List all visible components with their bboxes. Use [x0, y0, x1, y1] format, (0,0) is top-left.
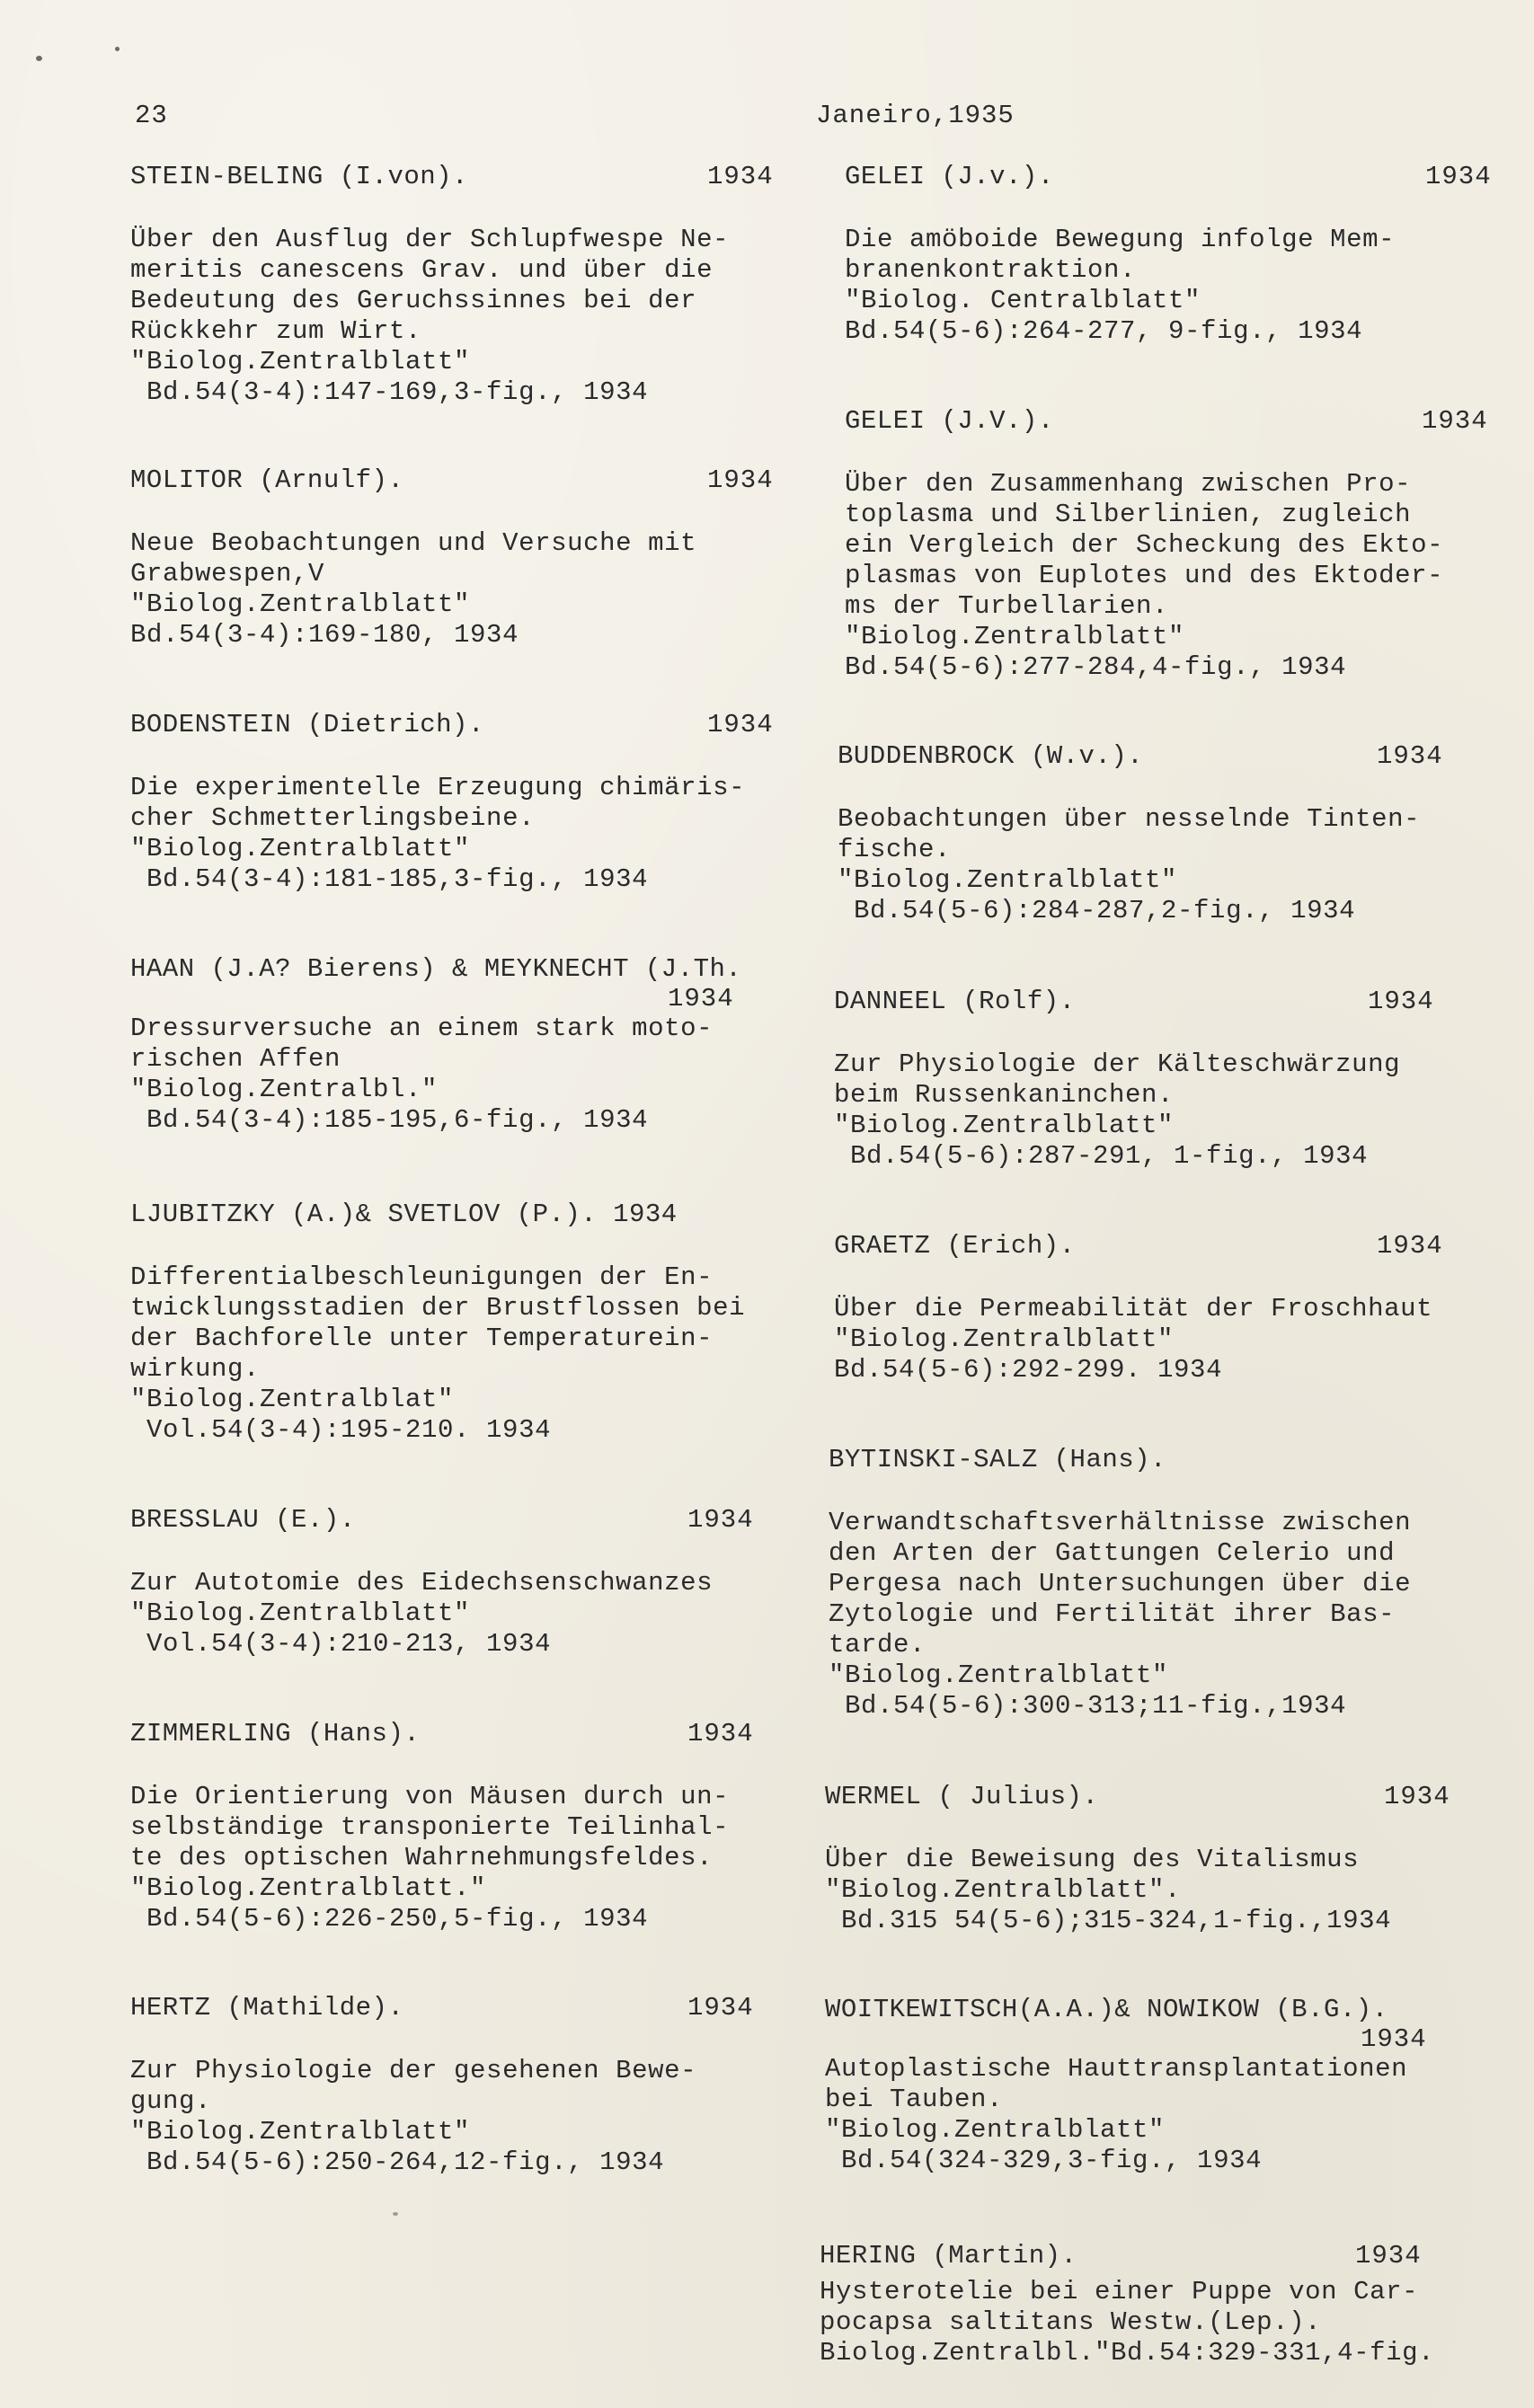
ink-speck — [36, 56, 42, 61]
entry-title-line: Beobachtungen über nesselnde Tinten- — [838, 804, 1421, 834]
entry-reference: Bd.54(3-4):185-195,6-fig., 1934 — [146, 1105, 649, 1135]
entry-author: DANNEEL (Rolf). — [834, 987, 1076, 1016]
entry-year: 1934 — [707, 710, 774, 739]
bibliography-entry — [130, 465, 813, 651]
entry-title-line: Neue Beobachtungen und Versuche mit — [130, 528, 697, 558]
entry-journal: "Biolog.Zentralblatt" — [838, 865, 1178, 895]
entry-author: ZIMMERLING (Hans). — [130, 1719, 421, 1748]
bibliography-entry — [130, 954, 813, 1136]
entry-reference: Bd.54(3-4):181-185,3-fig., 1934 — [146, 864, 649, 894]
entry-title-line: Autoplastische Hauttransplantationen — [825, 2054, 1408, 2084]
entry-journal: "Biolog.Zentralblatt" — [130, 2117, 471, 2147]
entry-reference: Bd.54(5-6):284-287,2-fig., 1934 — [854, 896, 1356, 925]
entry-title-line: Hysterotelie bei einer Puppe von Car- — [820, 2277, 1419, 2306]
entry-year: 1934 — [687, 1505, 754, 1535]
entry-title-line: meritis canescens Grav. und über die — [130, 255, 714, 285]
entry-title-line: Bedeutung des Geruchssinnes bei der — [130, 286, 697, 315]
entry-title-line: den Arten der Gattungen Celerio und — [829, 1538, 1396, 1568]
entry-author: GRAETZ (Erich). — [834, 1231, 1076, 1261]
entry-title-line: Differentialbeschleunigungen der En- — [130, 1262, 714, 1292]
entry-title-line: Biolog.Zentralbl."Bd.54:329-331,4-fig. — [820, 2338, 1435, 2368]
entry-title-line: Rückkehr zum Wirt. — [130, 316, 422, 346]
entry-year: 1934 — [687, 1993, 754, 2023]
entry-journal: "Biolog.Zentralblatt" — [130, 834, 471, 863]
bibliography-entry — [130, 1505, 813, 1660]
entry-title-line: cher Schmetterlingsbeine. — [130, 803, 536, 833]
entry-reference: Bd.54(3-4):147-169,3-fig., 1934 — [146, 377, 649, 407]
entry-title-line: te des optischen Wahrnehmungsfeldes. — [130, 1843, 714, 1872]
entry-title-line: selbständige transponierte Teilinhal- — [130, 1812, 730, 1842]
entry-journal: "Biolog.Zentralblatt" — [834, 1111, 1175, 1140]
entry-title-line: branenkontraktion. — [845, 255, 1137, 285]
bibliography-entry — [829, 1445, 1512, 1722]
entry-title-line: wirkung. — [130, 1354, 261, 1384]
bibliography-entry — [834, 987, 1517, 1172]
entry-title-line: Zur Autotomie des Eidechsenschwanzes — [130, 1568, 714, 1598]
entry-title-line: der Bachforelle unter Temperaturein- — [130, 1324, 714, 1353]
entry-title-line: toplasma und Silberlinien, zugleich — [845, 500, 1412, 529]
ink-speck — [115, 47, 120, 51]
entry-journal: "Biolog.Zentralblatt" — [130, 589, 471, 619]
entry-reference: Vol.54(3-4):195-210. 1934 — [146, 1415, 552, 1445]
bibliography-entry — [845, 162, 1528, 347]
entry-author: HAAN (J.A? Bierens) & MEYKNECHT (J.Th. — [130, 954, 742, 984]
page-date: Janeiro,1935 — [816, 101, 1015, 130]
entry-year: 1934 — [1368, 987, 1434, 1016]
bibliography-entry — [845, 406, 1528, 683]
ink-speck — [393, 2212, 398, 2216]
entry-reference: Bd.54(5-6):250-264,12-fig., 1934 — [146, 2147, 665, 2177]
entry-author: BODENSTEIN (Dietrich). — [130, 710, 484, 739]
entry-journal: "Biolog.Zentralblat" — [130, 1385, 455, 1414]
entry-title-line: Über die Permeabilität der Froschhaut — [834, 1294, 1433, 1324]
entry-journal: "Biolog. Centralblatt" — [845, 286, 1201, 315]
entry-journal: "Biolog.Zentralblatt" — [130, 1598, 471, 1628]
entry-year: 1934 — [1384, 1782, 1450, 1811]
entry-author: STEIN-BELING (I.von). — [130, 162, 468, 191]
entry-title-line: Zur Physiologie der Kälteschwärzung — [834, 1049, 1401, 1079]
entry-title-line: Verwandtschaftsverhältnisse zwischen — [829, 1508, 1412, 1537]
entry-title-line: bei Tauben. — [825, 2085, 1004, 2114]
entry-title-line: Über den Zusammenhang zwischen Pro- — [845, 469, 1412, 499]
entry-title-line: beim Russenkaninchen. — [834, 1080, 1175, 1110]
bibliography-entry — [820, 2241, 1503, 2368]
bibliography-entry — [130, 162, 813, 408]
entry-title-line: plasmas von Euplotes und des Ektoder- — [845, 561, 1444, 590]
entry-title-line: Die amöboide Bewegung infolge Mem- — [845, 225, 1396, 254]
entry-reference: Bd.54(5-6):226-250,5-fig., 1934 — [146, 1904, 649, 1934]
bibliography-entry — [130, 710, 813, 895]
bibliography-entry — [834, 1231, 1517, 1385]
entry-year: 1934 — [1355, 2241, 1422, 2271]
entry-title-line: Dressurversuche an einem stark moto- — [130, 1014, 714, 1043]
entry-title-line: pocapsa saltitans Westw.(Lep.). — [820, 2307, 1322, 2337]
entry-reference: Bd.54(5-6):264-277, 9-fig., 1934 — [845, 316, 1363, 346]
entry-author: HERING (Martin). — [820, 2241, 1077, 2271]
entry-title-line: Zur Physiologie der gesehenen Bewe- — [130, 2056, 697, 2085]
entry-title-line: Die Orientierung von Mäusen durch un- — [130, 1782, 730, 1811]
entry-reference: Bd.54(5-6):300-313;11-fig.,1934 — [845, 1691, 1347, 1721]
entry-title-line: twicklungsstadien der Brustflossen bei — [130, 1293, 746, 1323]
entry-journal: "Biolog.Zentralblatt" — [834, 1324, 1175, 1354]
entry-title-line: Pergesa nach Untersuchungen über die — [829, 1569, 1412, 1598]
page-number: 23 — [135, 101, 168, 130]
entry-year: 1934 — [1377, 1231, 1443, 1261]
entry-year: 1934 — [1377, 741, 1443, 771]
entry-title-line: Zytologie und Fertilität ihrer Bas- — [829, 1599, 1396, 1629]
entry-title-line: ms der Turbellarien. — [845, 591, 1169, 621]
entry-journal: "Biolog.Zentralblatt" — [825, 2115, 1166, 2145]
entry-reference: Bd.54(5-6):287-291, 1-fig., 1934 — [850, 1141, 1369, 1171]
bibliography-entry — [825, 1995, 1508, 2176]
entry-title-line: gung. — [130, 2086, 212, 2116]
entry-title-line: fische. — [838, 835, 952, 864]
entry-journal: "Biolog.Zentralblatt" — [845, 622, 1185, 651]
entry-author: WERMEL ( Julius). — [825, 1782, 1099, 1811]
bibliography-entry — [130, 1993, 813, 2178]
entry-journal: "Biolog.Zentralblatt". — [825, 1875, 1182, 1905]
entry-author: GELEI (J.V.). — [845, 406, 1054, 436]
entry-year: 1934 — [687, 1719, 754, 1748]
entry-year: 1934 — [1425, 162, 1492, 191]
entry-title-line: Die experimentelle Erzeugung chimäris- — [130, 773, 746, 802]
entry-year: 1934 — [1422, 406, 1488, 436]
entry-journal: "Biolog.Zentralblatt" — [829, 1660, 1169, 1690]
entry-title-line: Grabwespen,V — [130, 559, 325, 589]
entry-reference: Bd.54(3-4):169-180, 1934 — [130, 620, 519, 650]
entry-author: WOITKEWITSCH(A.A.)& NOWIKOW (B.G.). — [825, 1995, 1388, 2024]
entry-author: BUDDENBROCK (W.v.). — [838, 741, 1144, 771]
entry-reference: Vol.54(3-4):210-213, 1934 — [146, 1629, 552, 1659]
entry-year: 1934 — [668, 984, 734, 1014]
entry-title-line: Über den Ausflug der Schlupfwespe Ne- — [130, 225, 730, 254]
entry-title-line: tarde. — [829, 1630, 927, 1660]
entry-year: 1934 — [707, 465, 774, 495]
entry-reference: Bd.54(5-6):292-299. 1934 — [834, 1355, 1223, 1385]
entry-reference: Bd.315 54(5-6);315-324,1-fig.,1934 — [841, 1906, 1392, 1935]
entry-reference: Bd.54(324-329,3-fig., 1934 — [841, 2146, 1263, 2175]
entry-author: MOLITOR (Arnulf). — [130, 465, 404, 495]
entry-author: BRESSLAU (E.). — [130, 1505, 356, 1535]
entry-author: GELEI (J.v.). — [845, 162, 1054, 191]
entry-year: 1934 — [707, 162, 774, 191]
entry-title-line: Über die Beweisung des Vitalismus — [825, 1845, 1360, 1874]
entry-journal: "Biolog.Zentralbl." — [130, 1075, 439, 1104]
entry-year: 1934 — [1361, 2024, 1427, 2054]
bibliography-entry — [838, 741, 1521, 926]
bibliography-entry — [825, 1782, 1508, 1936]
entry-reference: Bd.54(5-6):277-284,4-fig., 1934 — [845, 652, 1347, 682]
bibliography-entry — [130, 1200, 813, 1446]
entry-journal: "Biolog.Zentralblatt." — [130, 1873, 487, 1903]
bibliography-entry — [130, 1719, 813, 1934]
entry-title-line: ein Vergleich der Scheckung des Ekto- — [845, 530, 1444, 560]
entry-author: HERTZ (Mathilde). — [130, 1993, 404, 2023]
entry-title-line: rischen Affen — [130, 1044, 341, 1074]
entry-author: LJUBITZKY (A.)& SVETLOV (P.). 1934 — [130, 1200, 678, 1229]
entry-journal: "Biolog.Zentralblatt" — [130, 347, 471, 376]
entry-author: BYTINSKI-SALZ (Hans). — [829, 1445, 1166, 1474]
